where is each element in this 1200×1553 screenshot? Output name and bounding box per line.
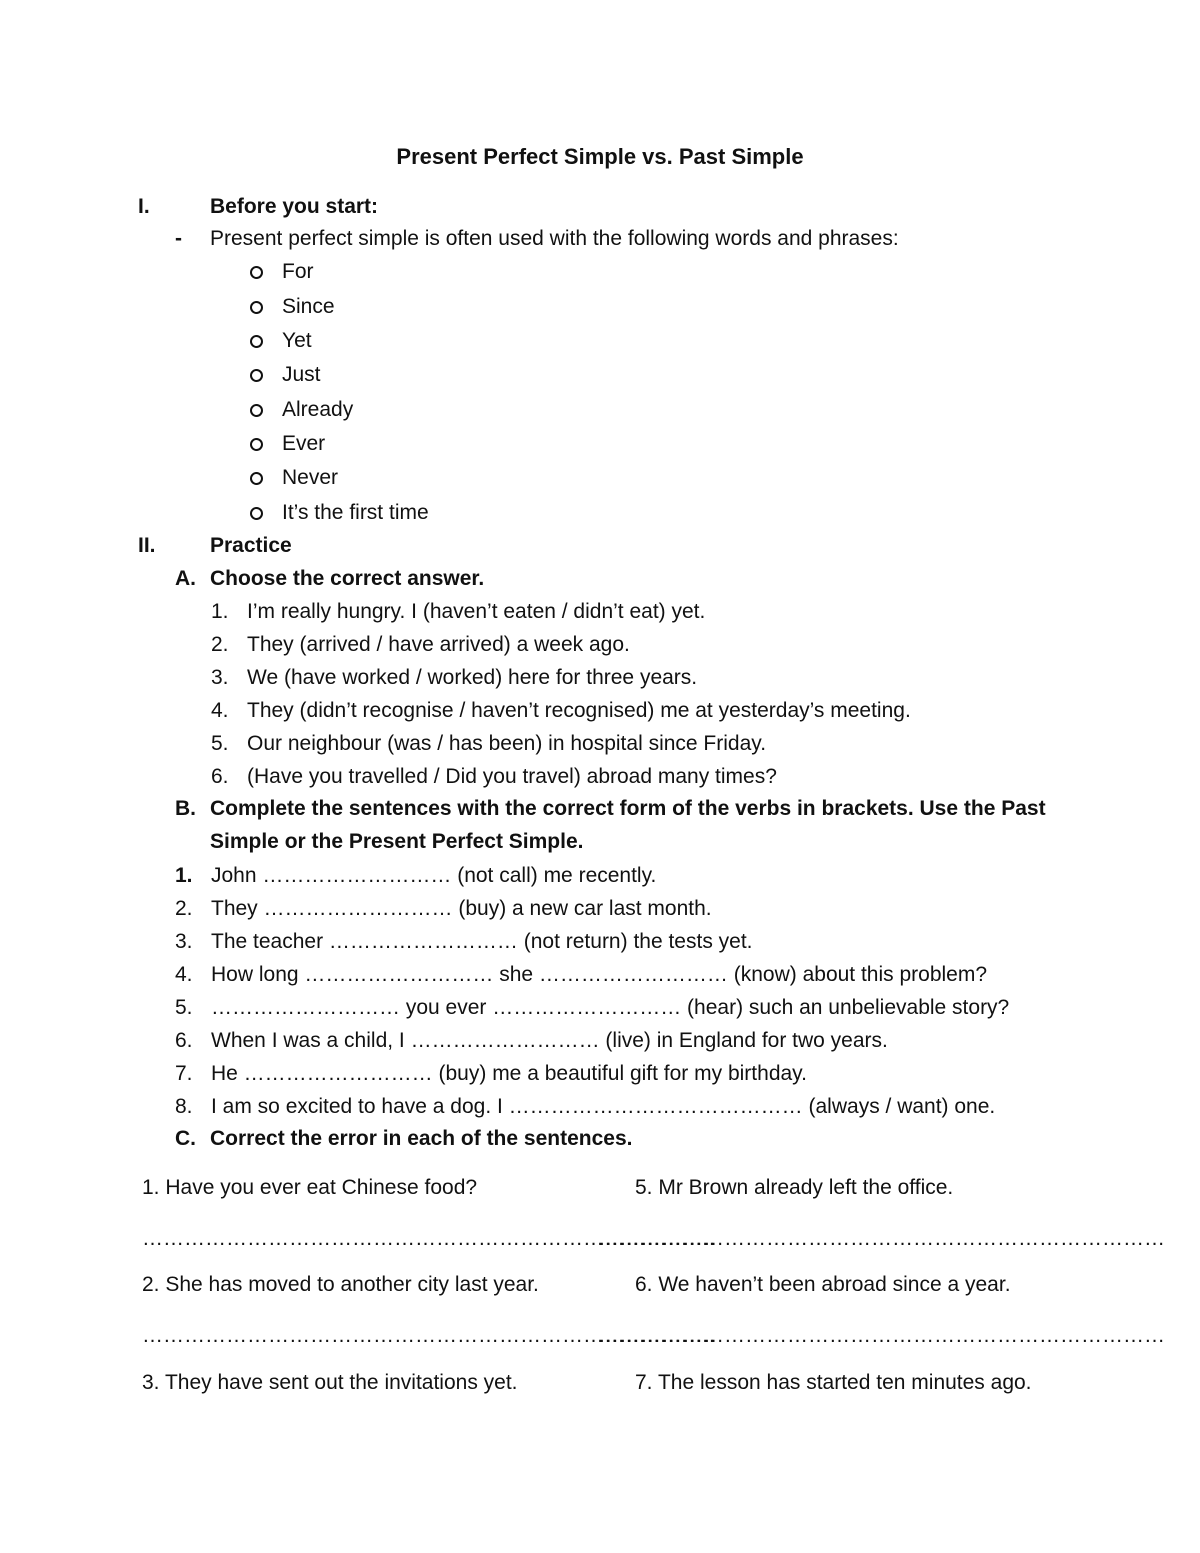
keyword-item: Already: [282, 398, 354, 421]
part-b-heading-line1: Complete the sentences with the correct form of the verbs in brackets. Use the Past: [210, 797, 1046, 820]
part-a-item-text: They (didn’t recognise / haven’t recognised) me at yesterday’s meeting.: [247, 699, 911, 722]
page-title: Present Perfect Simple vs. Past Simple: [396, 144, 804, 169]
section-1-intro: Present perfect simple is often used with the following words and phrases:: [210, 227, 899, 250]
part-c-item-7: 7. The lesson has started ten minutes ago.: [635, 1371, 1032, 1394]
circle-bullet-icon: [250, 266, 263, 279]
part-b-item-text: He ……………………… (buy) me a beautiful gift for my birthday.: [211, 1062, 807, 1085]
section-1-heading: Before you start:: [210, 195, 379, 218]
part-b-item-text: John ……………………… (not call) me recently.: [211, 864, 657, 887]
part-b-item-text: How long ……………………… she ……………………… (know) about this problem?: [211, 963, 988, 986]
part-c-letter: C.: [175, 1127, 196, 1150]
answer-line[interactable]: ………………………………………………………………………: [598, 1324, 1165, 1347]
part-b-item-number: 1.: [175, 864, 193, 887]
circle-bullet-icon: [250, 335, 263, 348]
part-a-heading: Choose the correct answer.: [210, 567, 485, 590]
part-b-item-number: 3.: [175, 930, 193, 953]
keyword-item: It’s the first time: [282, 501, 429, 524]
part-a-item-number: 5.: [211, 732, 229, 755]
part-b-item-text: I am so excited to have a dog. I …………………………………… (always / want) one.: [211, 1095, 996, 1118]
part-b-heading-line2: Simple or the Present Perfect Simple.: [210, 830, 584, 853]
circle-bullet-icon: [250, 438, 263, 451]
part-a-item-number: 1.: [211, 600, 229, 623]
section-1-numeral: I.: [138, 195, 150, 218]
section-2-numeral: II.: [138, 534, 156, 557]
part-a-item-number: 3.: [211, 666, 229, 689]
part-b-item-number: 4.: [175, 963, 193, 986]
part-a-item-text: I’m really hungry. I (haven’t eaten / didn’t eat) yet.: [247, 600, 706, 623]
part-c-item-6: 6. We haven’t been abroad since a year.: [635, 1273, 1011, 1296]
part-a-item-number: 4.: [211, 699, 229, 722]
part-c-heading: Correct the error in each of the sentences.: [210, 1127, 633, 1150]
part-a-item-number: 2.: [211, 633, 229, 656]
keyword-item: Since: [282, 295, 335, 318]
part-b-item-number: 2.: [175, 897, 193, 920]
part-b-item-text: They ……………………… (buy) a new car last month.: [211, 897, 712, 920]
circle-bullet-icon: [250, 472, 263, 485]
part-b-item-text: The teacher ……………………… (not return) the tests yet.: [211, 930, 753, 953]
keyword-item: For: [282, 260, 314, 283]
part-c-item-1: 1. Have you ever eat Chinese food?: [142, 1176, 478, 1199]
keyword-item: Never: [282, 466, 339, 489]
keyword-item: Just: [282, 363, 321, 386]
part-b-item-number: 6.: [175, 1029, 193, 1052]
part-b-item-number: 7.: [175, 1062, 193, 1085]
circle-bullet-icon: [250, 301, 263, 314]
part-b-letter: B.: [175, 797, 196, 820]
part-c-item-3: 3. They have sent out the invitations yet.: [142, 1371, 518, 1394]
part-b-item-number: 5.: [175, 996, 193, 1019]
answer-line[interactable]: ……………………………………………………………………….: [142, 1227, 715, 1250]
circle-bullet-icon: [250, 404, 263, 417]
answer-line[interactable]: ……………………………………………………………………….: [142, 1324, 715, 1347]
part-b-item-text: ……………………… you ever ……………………… (hear) such an unbelievable story?: [211, 996, 1010, 1019]
keyword-item: Yet: [282, 329, 312, 352]
part-b-item-text: When I was a child, I ……………………… (live) in England for two years.: [211, 1029, 888, 1052]
part-a-letter: A.: [175, 567, 196, 590]
circle-bullet-icon: [250, 507, 263, 520]
answer-line[interactable]: ………………………………………………………………………: [598, 1227, 1165, 1250]
part-b-item-number: 8.: [175, 1095, 193, 1118]
part-a-item-text: They (arrived / have arrived) a week ago.: [247, 633, 630, 656]
part-a-item-text: (Have you travelled / Did you travel) abroad many times?: [247, 765, 777, 788]
circle-bullet-icon: [250, 369, 263, 382]
part-c-item-5: 5. Mr Brown already left the office.: [635, 1176, 954, 1199]
dash-bullet: -: [175, 227, 182, 250]
part-a-item-number: 6.: [211, 765, 229, 788]
part-a-item-text: Our neighbour (was / has been) in hospital since Friday.: [247, 732, 767, 755]
part-a-item-text: We (have worked / worked) here for three years.: [247, 666, 698, 689]
part-c-item-2: 2. She has moved to another city last year.: [142, 1273, 539, 1296]
section-2-heading: Practice: [210, 534, 292, 557]
keyword-item: Ever: [282, 432, 326, 455]
